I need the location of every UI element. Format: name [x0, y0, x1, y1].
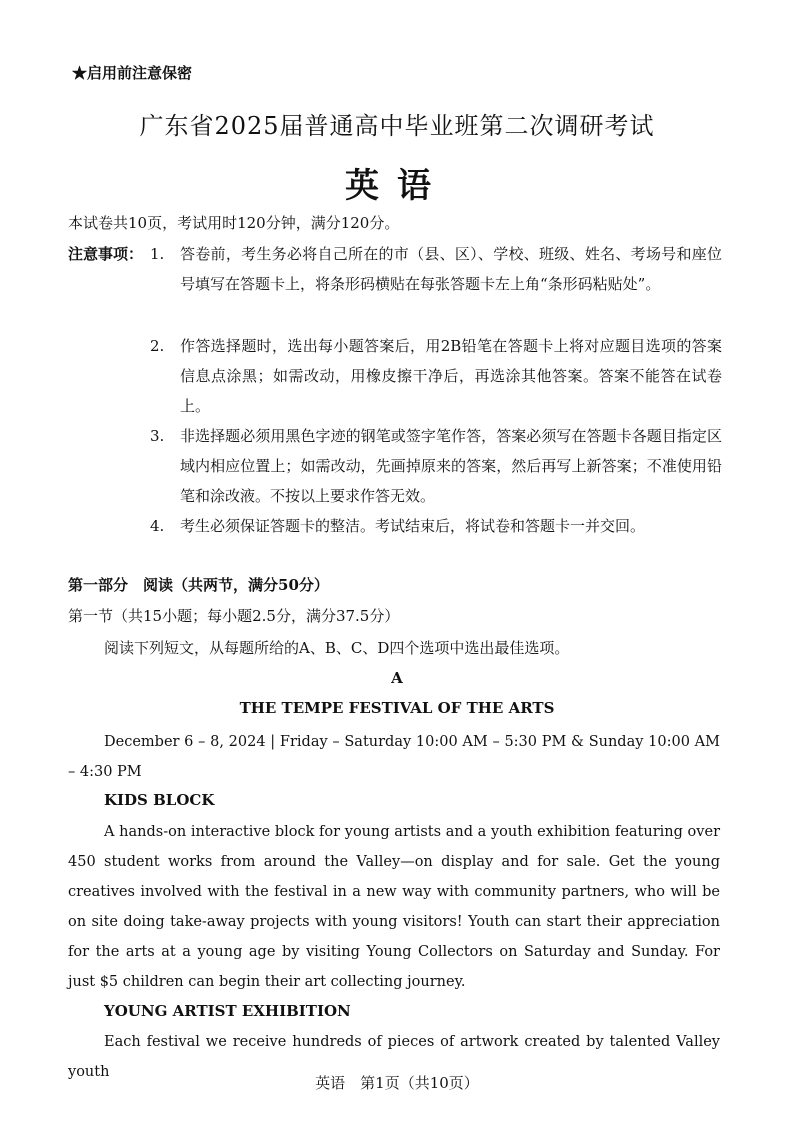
notice-item — [150, 421, 722, 511]
notice-item — [150, 511, 722, 541]
passage-letter: A — [391, 669, 403, 687]
notice-text: 考生必须保证答题卡的整洁。考试结束后，将试卷和答题卡一并交回。 — [180, 517, 646, 535]
notice-text: 答卷前，考生务必将自己所在的市（县、区）、学校、班级、姓名、考场号和座位号填写在答题卡上，将条形码横贴在每张答题卡左上角“条形码粘贴处”。 — [180, 245, 722, 293]
notice-text: 作答选择题时，选出每小题答案后，用2B铅笔在答题卡上将对应题目选项的答案信息点涂黑；如需改动，用橡皮擦干净后，再选涂其他答案。答案不能答在试卷上。 — [180, 337, 722, 415]
page-footer: 英语 第1页（共10页） — [315, 1074, 479, 1092]
young-artist-heading: YOUNG ARTIST EXHIBITION — [104, 1002, 351, 1020]
notice-text: 非选择题必须用黑色字迹的钢笔或签字笔作答，答案必须写在答题卡各题目指定区域内相应位置上；如需改动，先画掉原来的答案，然后再写上新答案；不准使用铅笔和涂改液。不按以上要求作答无效。 — [180, 427, 722, 505]
kids-block-paragraph: A hands-on interactive block for young artists and a youth exhibition featuring over 450 student works from around the Valley—on display and for sale. Get the young creatives involved with the festival in a new way with community partners, who will be on site doing take-away projects with young visitors! Youth can start their appreciation for the arts at a young age by visiting Young Collectors on Saturday and Sunday. For just $5 children can begin their art collecting journey. — [68, 824, 720, 990]
passage-title: THE TEMPE FESTIVAL OF THE ARTS — [239, 699, 555, 717]
notice-item — [150, 239, 722, 299]
exam-intro: 本试卷共10页，考试用时120分钟，满分120分。 — [68, 214, 400, 232]
subject-title: 英语 — [345, 166, 449, 206]
exam-title: 广东省2025届普通高中毕业班第二次调研考试 — [139, 112, 655, 140]
section-heading: 第一节（共15小题；每小题2.5分，满分37.5分） — [68, 607, 400, 625]
young-artist-paragraph: Each festival we receive hundreds of pieces of artwork created by talented Valley youth — [68, 1034, 720, 1080]
notice-number: 4. — [150, 517, 165, 535]
notice-number: 1. — [150, 245, 165, 263]
part-heading: 第一部分 阅读（共两节，满分50分） — [68, 576, 329, 594]
notice-heading: 注意事项： — [68, 245, 144, 263]
section-direction: 阅读下列短文，从每题所给的A、B、C、D四个选项中选出最佳选项。 — [104, 639, 570, 657]
notice-item — [150, 331, 722, 421]
festival-schedule: December 6 – 8, 2024 | Friday – Saturday 10:00 AM – 5:30 PM & Sunday 10:00 AM – 4:30 PM — [68, 734, 720, 780]
confidential-notice: ★启用前注意保密 — [72, 64, 193, 82]
kids-block-heading: KIDS BLOCK — [104, 791, 215, 809]
notice-number: 2. — [150, 337, 165, 355]
notice-number: 3. — [150, 427, 165, 445]
